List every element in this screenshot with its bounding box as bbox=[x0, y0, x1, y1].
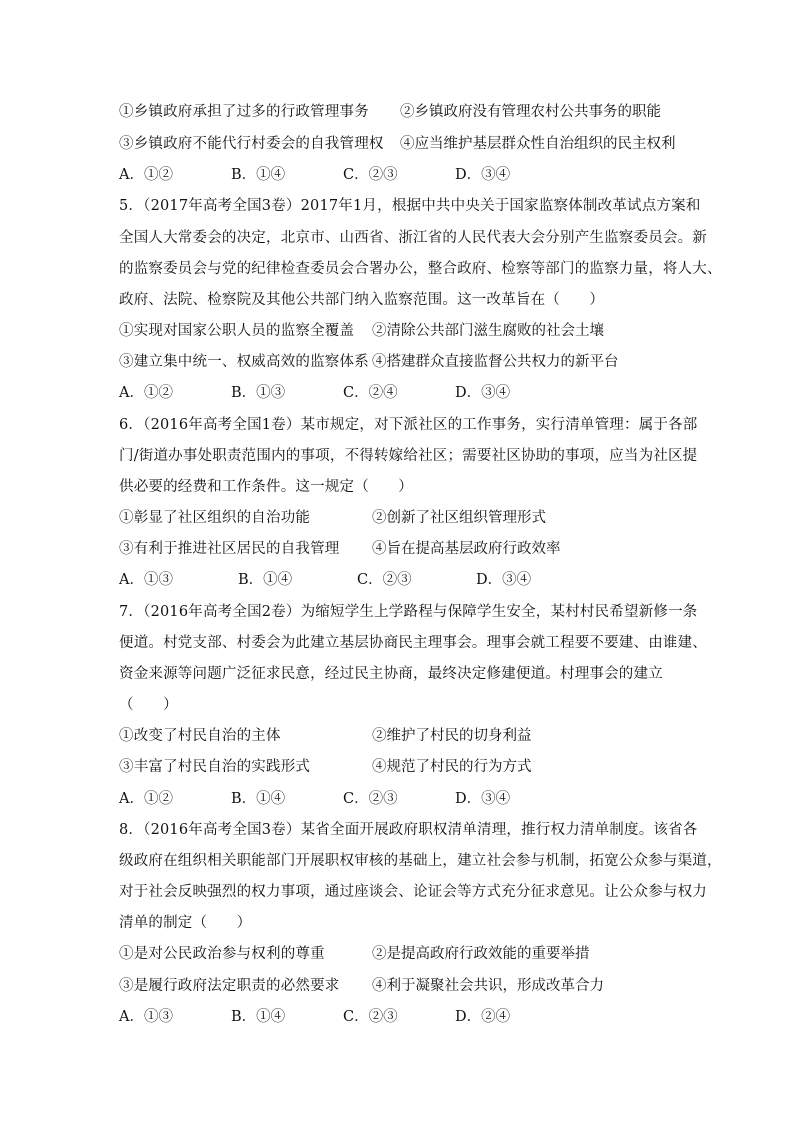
q6-option-4: ④旨在提高基层政府行政效率 bbox=[372, 541, 561, 557]
q6-answer-a: A．①③ bbox=[119, 572, 173, 588]
q5-option-4: ④搭建群众直接监督公共权力的新平台 bbox=[372, 354, 619, 370]
q8-stem-line: 8．（2016年高考全国3卷）某省全面开展政府职权清单清理，推行权力清单制度。该省各 bbox=[119, 822, 698, 838]
q7-option-1: ①改变了村民自治的主体 bbox=[119, 728, 281, 744]
q4-option-3: ③乡镇政府不能代行村委会的自我管理权 bbox=[119, 136, 384, 152]
q7-option-4: ④规范了村民的行为方式 bbox=[372, 759, 532, 775]
q7-stem-line: 7．（2016年高考全国2卷）为缩短学生上学路程与保障学生安全，某村村民希望新修一条 bbox=[119, 604, 698, 620]
q4-answer-c: C．②③ bbox=[343, 167, 398, 183]
q6-answer-d: D．③④ bbox=[476, 572, 532, 588]
q8-option-3: ③是履行政府法定职责的必然要求 bbox=[119, 978, 340, 994]
q8-stem-line: 清单的制定（ ） bbox=[119, 915, 252, 931]
q5-option-2: ②清除公共部门滋生腐败的社会土壤 bbox=[372, 323, 604, 339]
q6-stem-line: 6．（2016年高考全国1卷）某市规定，对下派社区的工作事务，实行清单管理：属于各部 bbox=[119, 417, 698, 433]
q5-answer-b: B．①③ bbox=[231, 385, 286, 401]
q4-answer-b: B．①④ bbox=[231, 167, 286, 183]
q6-option-2: ②创新了社区组织管理形式 bbox=[372, 510, 546, 526]
q4-answer-a: A．①② bbox=[119, 167, 173, 183]
q5-stem-line: 政府、法院、检察院及其他公共部门纳入监察范围。这一改革旨在（ ） bbox=[119, 292, 605, 308]
q7-stem-line: （ ） bbox=[119, 697, 178, 713]
q6-option-3: ③有利于推进社区居民的自我管理 bbox=[119, 541, 340, 557]
q7-stem-line: 资金来源等问题广泛征求民意，经过民主协商，最终决定修建便道。村理事会的建立 bbox=[119, 666, 663, 682]
q8-option-4: ④利于凝聚社会共识，形成改革合力 bbox=[372, 978, 604, 994]
q8-stem-line: 级政府在组织相关职能部门开展职权审核的基础上，建立社会参与机制，拓宽公众参与渠道， bbox=[119, 853, 722, 869]
q8-option-2: ②是提高政府行政效能的重要举措 bbox=[372, 946, 590, 962]
q5-option-1: ①实现对国家公职人员的监察全覆盖 bbox=[119, 323, 355, 339]
q5-answer-c: C．②④ bbox=[343, 385, 398, 401]
q5-stem-line: 的监察委员会与党的纪律检查委员会合署办公，整合政府、检察等部门的监察力量，将人大、 bbox=[119, 261, 722, 277]
q6-option-1: ①彰显了社区组织的自治功能 bbox=[119, 510, 311, 526]
q4-option-4: ④应当维护基层群众性自治组织的民主权利 bbox=[400, 136, 676, 152]
q4-option-2: ②乡镇政府没有管理农村公共事务的职能 bbox=[400, 104, 661, 120]
q4-answer-d: D．③④ bbox=[455, 167, 511, 183]
q5-stem-line: 全国人大常委会的决定，北京市、山西省、浙江省的人民代表大会分别产生监察委员会。新 bbox=[119, 230, 707, 246]
q8-stem-line: 对于社会反映强烈的权力事项，通过座谈会、论证会等方式充分征求意见。让公众参与权力 bbox=[119, 884, 707, 900]
q7-option-2: ②维护了村民的切身利益 bbox=[372, 728, 532, 744]
q8-answer-c: C．②③ bbox=[343, 1009, 398, 1025]
q7-answer-a: A．①② bbox=[119, 791, 173, 807]
q8-answer-a: A．①③ bbox=[119, 1009, 173, 1025]
q5-answer-d: D．③④ bbox=[455, 385, 511, 401]
q6-answer-c: C．②③ bbox=[357, 572, 412, 588]
q8-answer-d: D．②④ bbox=[455, 1009, 511, 1025]
q7-answer-c: C．②③ bbox=[343, 791, 398, 807]
q8-answer-b: B．①④ bbox=[231, 1009, 286, 1025]
q8-option-1: ①是对公民政治参与权利的尊重 bbox=[119, 946, 325, 962]
q6-stem-line: 供必要的经费和工作条件。这一规定（ ） bbox=[119, 479, 413, 495]
q5-stem-line: 5．（2017年高考全国3卷）2017年1月，根据中共中央关于国家监察体制改革试点方案和 bbox=[119, 198, 701, 214]
q5-option-3: ③建立集中统一、权威高效的监察体系 bbox=[119, 354, 369, 370]
q6-answer-b: B．①④ bbox=[238, 572, 293, 588]
q5-answer-a: A．①② bbox=[119, 385, 173, 401]
q4-option-1: ①乡镇政府承担了过多的行政管理事务 bbox=[119, 104, 369, 120]
q7-stem-line: 便道。村党支部、村委会为此建立基层协商民主理事会。理事会就工程要不要建、由谁建、 bbox=[119, 635, 707, 651]
q7-answer-d: D．③④ bbox=[455, 791, 511, 807]
q6-stem-line: 门/街道办事处职责范围内的事项，不得转嫁给社区；需要社区协助的事项，应当为社区提 bbox=[119, 448, 698, 464]
q7-option-3: ③丰富了村民自治的实践形式 bbox=[119, 759, 311, 775]
q7-answer-b: B．①④ bbox=[231, 791, 286, 807]
